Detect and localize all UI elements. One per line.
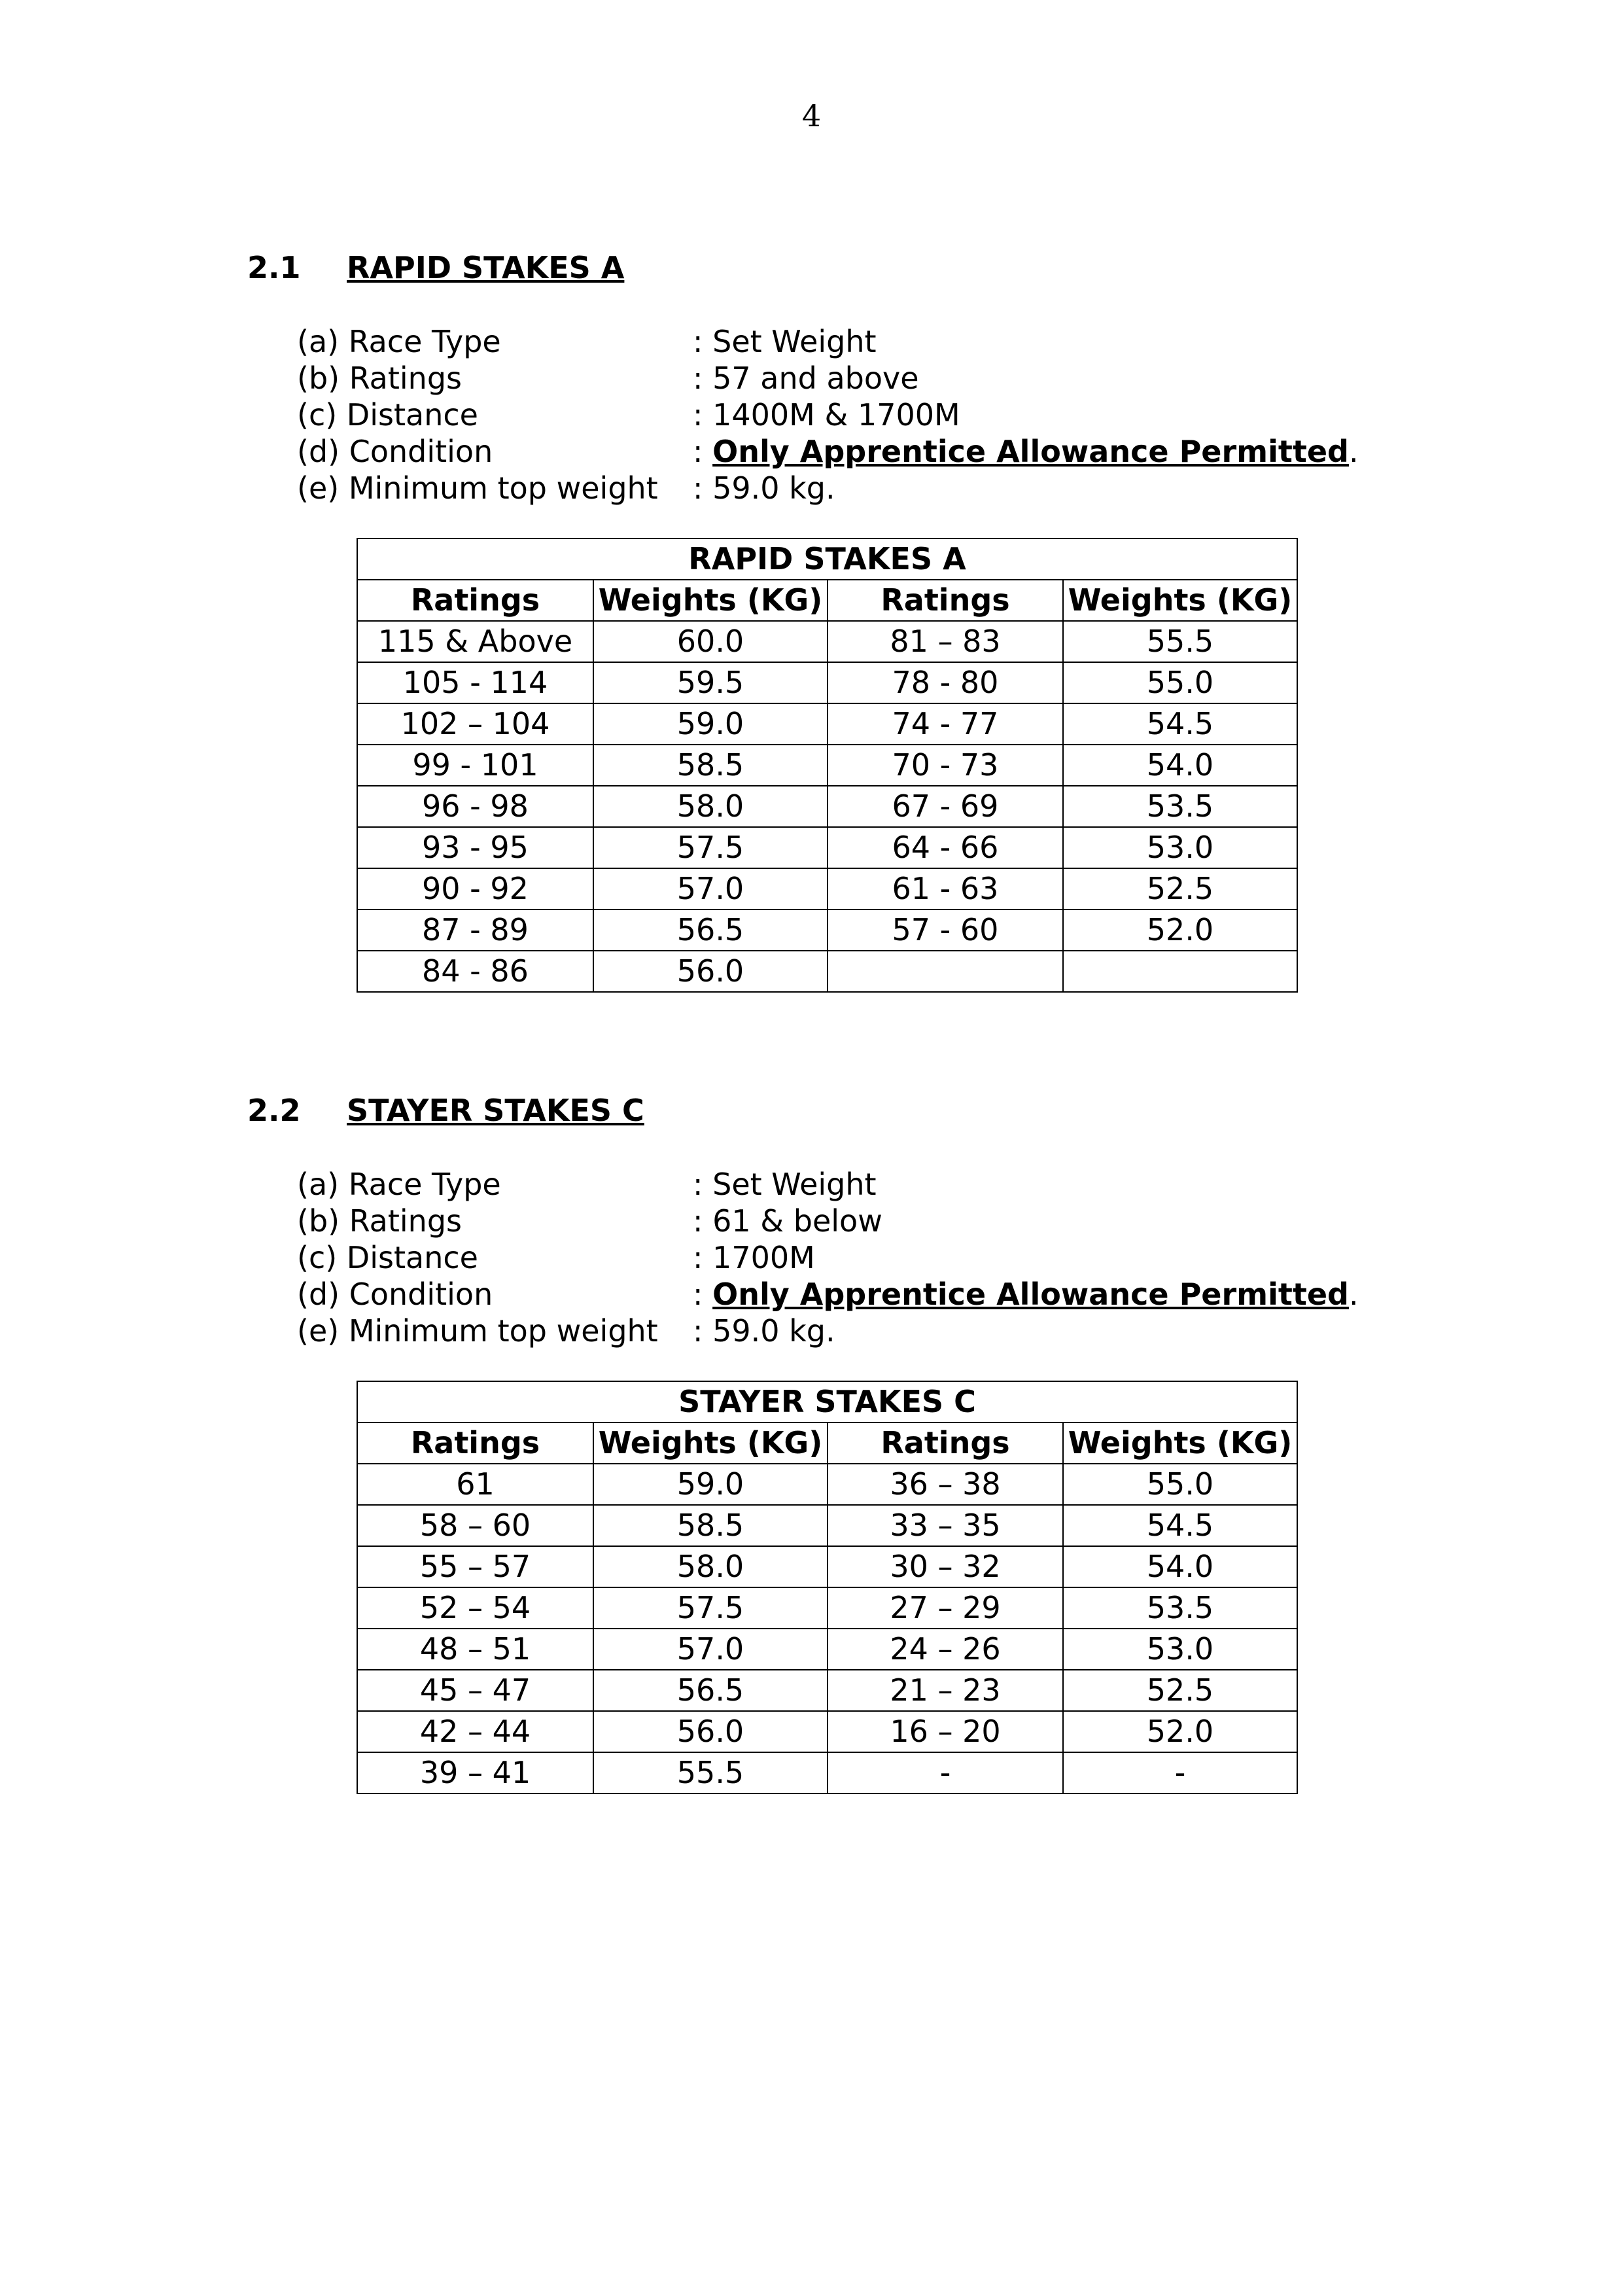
table-row <box>357 1587 1297 1629</box>
table-row <box>357 1670 1297 1711</box>
ratings-cell: 81 – 83 <box>828 621 1063 662</box>
ratings-cell: 84 - 86 <box>357 951 593 992</box>
column-header: Weights (KG) <box>593 1422 828 1464</box>
section-title: RAPID STAKES A <box>347 250 625 285</box>
weight-cell: 57.0 <box>593 868 828 910</box>
property-value: : 59.0 kg. <box>693 1313 835 1349</box>
property-value: : 1400M & 1700M <box>693 397 960 433</box>
table-row <box>357 1752 1297 1793</box>
ratings-cell: 57 - 60 <box>828 910 1063 951</box>
ratings-cell: 115 & Above <box>357 621 593 662</box>
weight-cell: 55.5 <box>1063 621 1297 662</box>
page-number: 4 <box>801 98 822 133</box>
section-heading <box>247 250 1359 296</box>
property-label: (b) Ratings <box>297 1203 462 1239</box>
property-value-prefix: : <box>693 434 713 469</box>
weights-table <box>357 1381 1298 1794</box>
weight-cell: 53.0 <box>1063 827 1297 868</box>
property-label: (a) Race Type <box>297 324 501 359</box>
ratings-cell: 42 – 44 <box>357 1711 593 1752</box>
race-properties <box>297 1167 1359 1350</box>
property-value: : 61 & below <box>693 1203 882 1239</box>
weight-cell: 57.0 <box>593 1629 828 1670</box>
weight-cell: 52.0 <box>1063 910 1297 951</box>
ratings-cell: 99 - 101 <box>357 745 593 786</box>
table-row <box>357 951 1297 992</box>
weight-cell: 57.5 <box>593 1587 828 1629</box>
weight-cell: 54.0 <box>1063 745 1297 786</box>
column-header: Ratings <box>357 580 593 621</box>
ratings-cell: 36 – 38 <box>828 1464 1063 1505</box>
ratings-cell: 90 - 92 <box>357 868 593 910</box>
ratings-cell: 16 – 20 <box>828 1711 1063 1752</box>
ratings-cell: 93 - 95 <box>357 827 593 868</box>
property-label: (e) Minimum top weight <box>297 470 658 506</box>
property-min-top-weight <box>297 470 1359 507</box>
property-value-suffix: . <box>1348 434 1359 469</box>
column-header: Ratings <box>828 1422 1063 1464</box>
weight-cell: 57.5 <box>593 827 828 868</box>
column-header: Ratings <box>357 1422 593 1464</box>
column-header: Weights (KG) <box>1063 580 1297 621</box>
weight-cell: 58.5 <box>593 1505 828 1546</box>
property-label: (b) Ratings <box>297 361 462 396</box>
property-label: (e) Minimum top weight <box>297 1313 658 1349</box>
property-race-type <box>297 324 1359 361</box>
weight-cell: - <box>1063 1752 1297 1793</box>
property-value-suffix: . <box>1348 1277 1359 1312</box>
ratings-cell: 96 - 98 <box>357 786 593 827</box>
column-header: Weights (KG) <box>593 580 828 621</box>
property-value: : 59.0 kg. <box>693 470 835 506</box>
table-row <box>357 1505 1297 1546</box>
weight-cell: 56.0 <box>593 1711 828 1752</box>
property-value: : 1700M <box>693 1240 815 1275</box>
ratings-cell: 61 - 63 <box>828 868 1063 910</box>
ratings-cell: 87 - 89 <box>357 910 593 951</box>
weight-cell: 55.5 <box>593 1752 828 1793</box>
property-distance <box>297 1240 1359 1277</box>
weights-table <box>357 538 1298 993</box>
ratings-cell: 24 – 26 <box>828 1629 1063 1670</box>
table-row <box>357 786 1297 827</box>
property-condition <box>297 1277 1359 1313</box>
table-row <box>357 910 1297 951</box>
property-race-type <box>297 1167 1359 1203</box>
ratings-cell: 45 – 47 <box>357 1670 593 1711</box>
ratings-cell <box>828 951 1063 992</box>
ratings-cell: 55 – 57 <box>357 1546 593 1587</box>
condition-emphasis: Only Apprentice Allowance Permitted <box>712 1277 1349 1312</box>
section-stayer-stakes-c <box>247 1093 1359 1790</box>
ratings-cell: 102 – 104 <box>357 703 593 745</box>
weight-cell: 54.5 <box>1063 703 1297 745</box>
race-properties <box>297 324 1359 507</box>
weight-cell: 56.5 <box>593 910 828 951</box>
table-row <box>357 1464 1297 1505</box>
weight-cell: 56.5 <box>593 1670 828 1711</box>
property-value: : 57 and above <box>693 361 919 396</box>
ratings-cell: 61 <box>357 1464 593 1505</box>
weight-cell <box>1063 951 1297 992</box>
section-rapid-stakes-a <box>247 250 1359 989</box>
table-row <box>357 703 1297 745</box>
weight-cell: 53.0 <box>1063 1629 1297 1670</box>
section-number: 2.1 <box>247 250 301 285</box>
table-row <box>357 745 1297 786</box>
property-value: : Set Weight <box>693 1167 877 1202</box>
property-distance <box>297 397 1359 434</box>
property-condition <box>297 434 1359 470</box>
table-row <box>357 827 1297 868</box>
weight-cell: 59.5 <box>593 662 828 703</box>
ratings-cell: 74 - 77 <box>828 703 1063 745</box>
table-row <box>357 1711 1297 1752</box>
ratings-cell: 21 – 23 <box>828 1670 1063 1711</box>
weight-cell: 55.0 <box>1063 662 1297 703</box>
ratings-cell: 39 – 41 <box>357 1752 593 1793</box>
weight-cell: 53.5 <box>1063 786 1297 827</box>
weight-cell: 58.0 <box>593 1546 828 1587</box>
section-heading <box>247 1093 1359 1139</box>
ratings-cell: - <box>828 1752 1063 1793</box>
property-label: (d) Condition <box>297 434 493 469</box>
table-title: RAPID STAKES A <box>357 539 1297 580</box>
ratings-cell: 67 - 69 <box>828 786 1063 827</box>
ratings-cell: 105 - 114 <box>357 662 593 703</box>
property-min-top-weight <box>297 1313 1359 1350</box>
weight-cell: 54.0 <box>1063 1546 1297 1587</box>
column-header: Ratings <box>828 580 1063 621</box>
property-label: (a) Race Type <box>297 1167 501 1202</box>
ratings-cell: 48 – 51 <box>357 1629 593 1670</box>
ratings-cell: 58 – 60 <box>357 1505 593 1546</box>
weight-cell: 56.0 <box>593 951 828 992</box>
property-value <box>693 1277 1359 1312</box>
table-row <box>357 868 1297 910</box>
table-row <box>357 1546 1297 1587</box>
property-value-prefix: : <box>693 1277 713 1312</box>
weight-cell: 52.0 <box>1063 1711 1297 1752</box>
weight-cell: 52.5 <box>1063 868 1297 910</box>
property-ratings <box>297 361 1359 397</box>
ratings-cell: 78 - 80 <box>828 662 1063 703</box>
table-row <box>357 1629 1297 1670</box>
weight-cell: 58.0 <box>593 786 828 827</box>
weight-cell: 60.0 <box>593 621 828 662</box>
ratings-cell: 27 – 29 <box>828 1587 1063 1629</box>
table-row <box>357 662 1297 703</box>
ratings-cell: 70 - 73 <box>828 745 1063 786</box>
section-number: 2.2 <box>247 1093 301 1128</box>
condition-emphasis: Only Apprentice Allowance Permitted <box>712 434 1349 469</box>
section-title: STAYER STAKES C <box>347 1093 644 1128</box>
table-row <box>357 621 1297 662</box>
weight-cell: 54.5 <box>1063 1505 1297 1546</box>
ratings-cell: 33 – 35 <box>828 1505 1063 1546</box>
property-value: : Set Weight <box>693 324 877 359</box>
ratings-cell: 52 – 54 <box>357 1587 593 1629</box>
property-label: (c) Distance <box>297 1240 478 1275</box>
weight-cell: 52.5 <box>1063 1670 1297 1711</box>
weight-cell: 59.0 <box>593 1464 828 1505</box>
weight-cell: 59.0 <box>593 703 828 745</box>
ratings-cell: 30 – 32 <box>828 1546 1063 1587</box>
property-ratings <box>297 1203 1359 1240</box>
column-header: Weights (KG) <box>1063 1422 1297 1464</box>
table-title: STAYER STAKES C <box>357 1381 1297 1422</box>
ratings-cell: 64 - 66 <box>828 827 1063 868</box>
property-label: (d) Condition <box>297 1277 493 1312</box>
property-label: (c) Distance <box>297 397 478 433</box>
weight-cell: 53.5 <box>1063 1587 1297 1629</box>
weight-cell: 58.5 <box>593 745 828 786</box>
property-value <box>693 434 1359 469</box>
weight-cell: 55.0 <box>1063 1464 1297 1505</box>
